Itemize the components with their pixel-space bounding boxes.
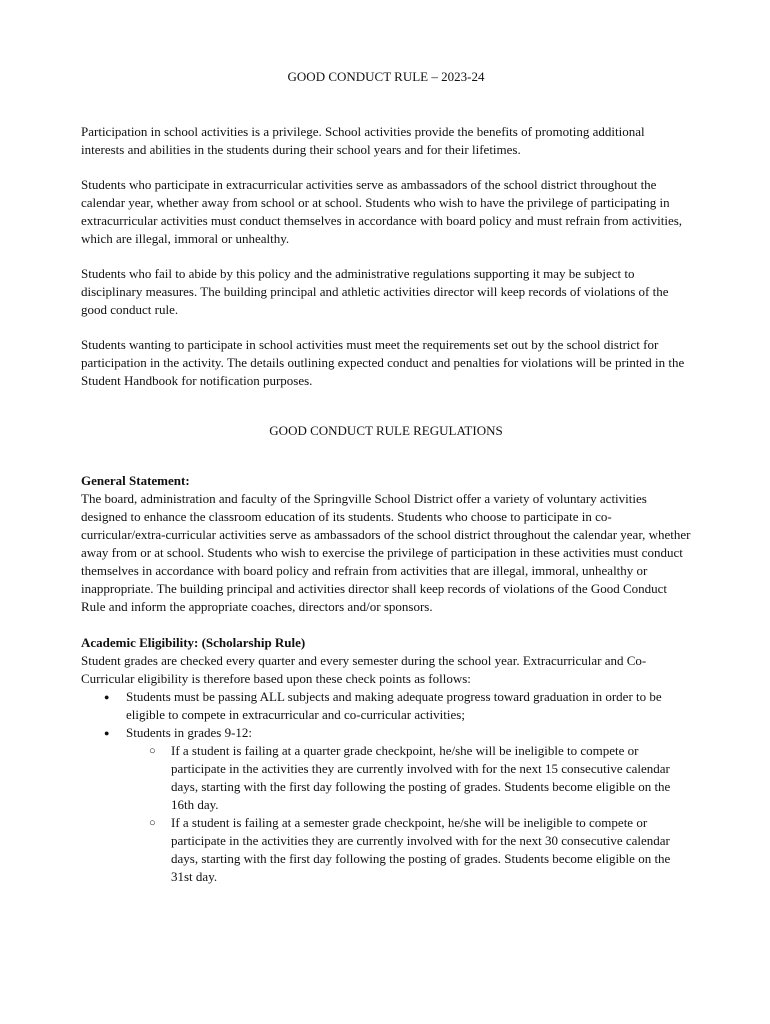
bullet-text: Students must be passing ALL subjects and making adequate progress toward graduation in order to be eligible to compete in extracurricular and co-curricular activities; [126, 689, 662, 722]
list-item [126, 688, 691, 724]
general-statement-text: The board, administration and faculty of the Springville School District offer a variety of voluntary activities designed to enhance the classroom education of its students. Students who choose to participate in co-curricular/extra-curricular activities serve as ambassadors of the school district throughout the calendar year, whether away from or at school. Students who wish to exercise the privilege of participation in these activities must conduct themselves in accordance with board policy and refrain from activities that are illegal, immoral, unhealthy or inappropriate. The building principal and activities director shall keep records of violations of the Good Conduct Rule and inform the appropriate coaches, directors and/or sponsors. [81, 491, 691, 614]
academic-eligibility-text: Student grades are checked every quarter and every semester during the school year. Extracurricular and Co-Curricular eligibility is therefore based upon these check points as follows: [81, 653, 647, 686]
general-statement-heading: General Statement: [81, 473, 190, 488]
document-title: GOOD CONDUCT RULE – 2023-24 [287, 69, 485, 84]
sub-list-item [171, 814, 691, 886]
intro-paragraph: Students wanting to participate in school activities must meet the requirements set out by the school district for participation in the activity. The details outlining expected conduct and penalties for violations will be printed in the Student Handbook for notification purposes. [81, 337, 685, 388]
sub-list-item [171, 742, 691, 814]
regulations-title: GOOD CONDUCT RULE REGULATIONS [269, 423, 503, 438]
intro-paragraph: Participation in school activities is a privilege. School activities provide the benefits of promoting additional interests and abilities in the students during their school years and for their lifetimes. [81, 124, 645, 157]
eligibility-bullet-list [81, 688, 691, 886]
sub-bullet-text: If a student is failing at a quarter grade checkpoint, he/she will be ineligible to compete or participate in the activities they are currently involved with for the next 15 consecutive calendar days, starting with the first day following the posting of grades. Students become eligible on the 16th day. [171, 743, 671, 812]
sub-bullet-text: If a student is failing at a semester grade checkpoint, he/she will be ineligible to compete or participate in the activities they are currently involved with for the next 30 consecutive calendar days, starting with the first day following the posting of grades. Students become eligible on the 31st day. [171, 815, 671, 884]
document-body [81, 68, 691, 886]
bullet-text: Students in grades 9-12: [126, 725, 253, 740]
intro-paragraph: Students who participate in extracurricular activities serve as ambassadors of the school district throughout the calendar year, whether away from school or at school. Students who wish to have the privilege of participating in extracurricular activities must conduct themselves in accordance with board policy and must refrain from activities, which are illegal, immoral or unhealthy. [81, 177, 683, 246]
academic-eligibility-heading: Academic Eligibility: (Scholarship Rule) [81, 635, 306, 650]
list-item [126, 724, 691, 886]
grades-9-12-sub-list [126, 742, 691, 886]
intro-paragraph: Students who fail to abide by this policy and the administrative regulations supporting it may be subject to disciplinary measures. The building principal and athletic activities director will keep records of violations of the good conduct rule. [81, 266, 669, 317]
